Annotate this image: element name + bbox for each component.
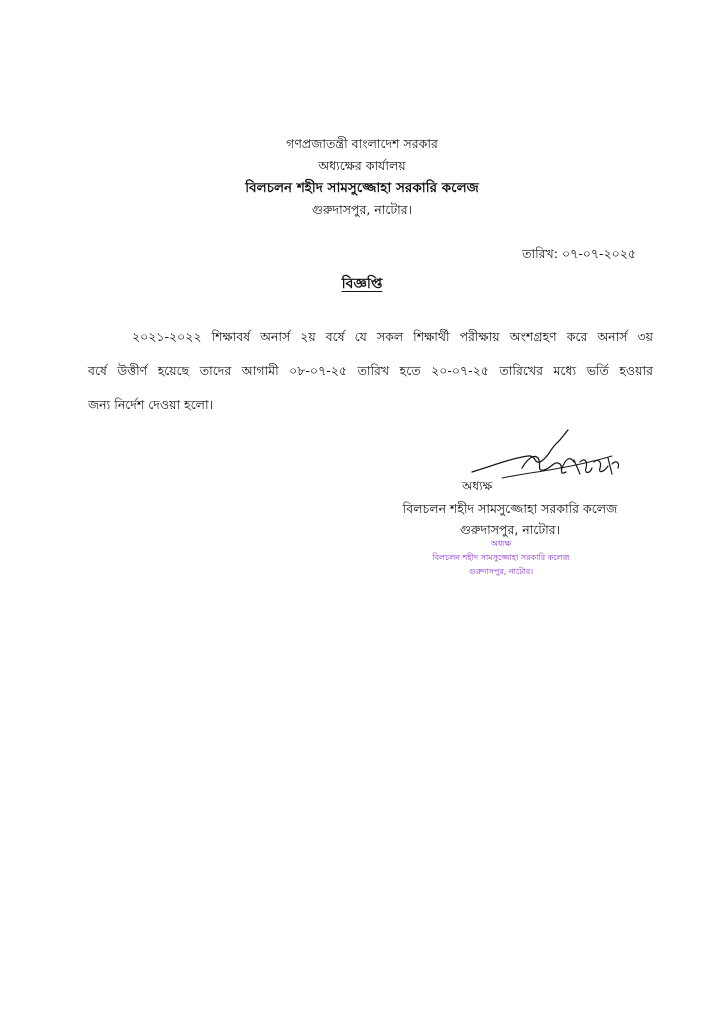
notice-body-line: জন্য নির্দেশ দেওয়া হলো।: [88, 397, 214, 412]
notice-body-line: বর্ষে উত্তীর্ণ হয়েছে তাদের আগামী ০৮-০৭-২৫ তারিখ হতে ২০-০৭-২৫ তারিখের মধ্যে ভর্তি হওয়ার: [88, 363, 653, 378]
date-line: [522, 246, 636, 266]
stamp-college: বিলচলন শহীদ সামসুজ্জোহা সরকারি কলেজ: [432, 553, 570, 562]
official-stamp: [406, 537, 596, 579]
college-address: গুরুদাসপুর, নাটোর।: [311, 202, 413, 217]
date-label: তারিখ:: [522, 246, 558, 261]
signer-address: গুরুদাসপুর, নাটোর।: [459, 522, 561, 537]
date-value: ০৭-০৭-২০২৫: [561, 246, 636, 261]
notice-body: [88, 320, 653, 422]
stamp-address: গুরুদাসপুর, নাটোর।: [468, 567, 534, 576]
college-name: বিলচলন শহীদ সামসুজ্জোহা সরকারি কলেজ: [245, 180, 479, 196]
notice-title-text: বিজ্ঞপ্তি: [341, 276, 383, 292]
notice-title: [0, 272, 724, 296]
stamp-designation: অধ্যক্ষ: [490, 539, 512, 548]
notice-body-line: ২০২১-২০২২ শিক্ষাবর্ষ অনার্স ২য় বর্ষে যে সকল শিক্ষার্থী পরীক্ষায় অংশগ্রহণ করে অনার্স ৩য়: [132, 329, 653, 344]
signature-block: [380, 498, 640, 540]
document-header: [0, 133, 724, 221]
office-name: অধ্যক্ষের কার্যালয়: [318, 158, 406, 173]
government-name: গণপ্রজাতন্ত্রী বাংলাদেশ সরকার: [286, 136, 438, 151]
signer-designation: অধ্যক্ষ: [462, 479, 493, 493]
signer-college: বিলচলন শহীদ সামসুজ্জোহা সরকারি কলেজ: [402, 501, 618, 516]
